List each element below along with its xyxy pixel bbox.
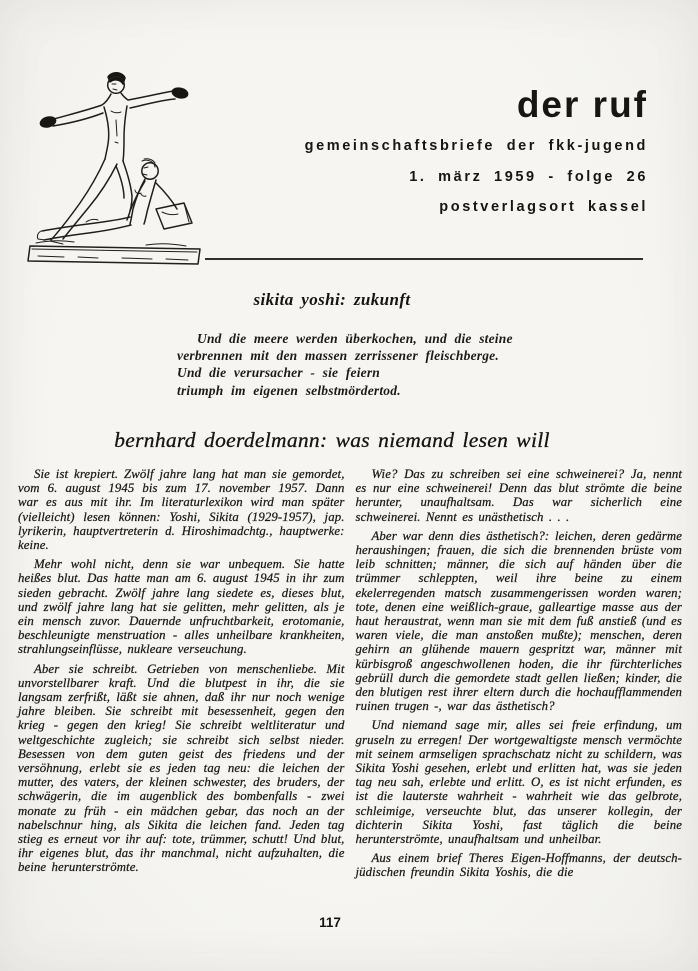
left-column — [18, 467, 345, 880]
poem — [177, 330, 513, 399]
masthead-subtitle: gemeinschaftsbriefe der fkk-jugend — [304, 138, 648, 154]
paragraph: Aber sie schreibt. Getrieben von menschenliebe. Mit unvorstellbarer kraft. Und die blutpest in ihr, die sie langsam zerfrißt, läßt sie ahnen, daß ihr nur noch wenige jahre bleiben. Sie schreibt mit besessenheit, gegen den krieg - gegen den krieg! Sie schreibt weltliteratur und weltgeschichte zugleich; sie schreibt sich selbst nieder. Besessen von dem guten geist des friedens und der versöhnung, erlebt sie es jeden tag neu: die leichen der mutter, des vaters, der kleinen schwester, des bruders, der schwägerin, die im augenblick des bombenfalls - zwei monate zu früh - ein mädchen gebar, das noch an der nabelschnur hing, als Sikita die leichen fand. Jeden tag stieg es erneut vor ihr auf: tote, trümmer, schutt! Und blut, ihr eigenes blut, das ihr manchmal, nicht aufzuhalten, die beine herunterströmte. — [18, 661, 345, 875]
paragraph: Mehr wohl nicht, denn sie war unbequem. Sie hatte heißes blut. Das hatte man am 6. august 1945 in ihr zum sieden gebracht. Zwölf jahre lang siedete es, dieses blut, und zwölf jahre lang hat sie gelitten, mehr gelitten, als je ein mensch zuvor. Dauernde unfruchtbarkeit, erotomanie, beschleunigte menstruation - alles unheilbare krankheiten, strahlungseinflüsse, nukleare verseuchung. — [18, 557, 345, 657]
poem-line: Und die verursacher - sie feiern — [177, 365, 381, 381]
article-body — [18, 467, 682, 880]
masthead — [305, 86, 648, 215]
paragraph: Aus einem brief Theres Eigen-Hoffmanns, der deutsch-jüdischen freundin Sikita Yoshis, die die — [355, 851, 682, 880]
article-heading: bernhard doerdelmann: was niemand lesen will — [114, 428, 550, 452]
poem-heading: sikita yoshi: zukunft — [253, 290, 411, 309]
poem-line: triumph im eigenen selbstmördertod. — [177, 382, 401, 398]
statue-illustration-icon — [26, 62, 211, 272]
poem-line: Und die meere werden überkochen, und die steine — [197, 331, 513, 346]
paragraph: Aber war denn dies ästhetisch?: leichen, deren gedärme heraushingen; frauen, die sich die brennenden brüste vom leib schnitten; männer, die sich auf händen über die trümmer schleppten, weil ihre beine zu einem ekelerregenden matsch zusammengerissen worden waren; tote, denen eine weißlich-graue, galleartige masse aus der haut heraustrat, wenn man sie mit dem fuß anstieß (und es waren viele, die man anstoßen mußte); menschen, deren gehirn an glühende mauern gespritzt war, männer mit kürbisgroß angeschwollenen hoden, die ihr fürchterliches gebrüll durch die gemordete stadt gellen ließen; kinder, die den blutigen rest ihrer eltern durch die hochaufflammenden ruinen trugen -, war das ästhetisch? — [355, 528, 682, 714]
masthead-divider-rule — [205, 258, 643, 260]
page-number: 117 — [319, 915, 341, 930]
paragraph: Und niemand sage mir, alles sei freie erfindung, um gruseln zu erregen! Der wortgewaltigste mensch vermöchte mit seinem armseligen sprachschatz nicht zu schildern, was Sikita Yoshi gesehen, erlebt und erlitten hat, was sie jeden tag neu sah, erlebte und erlitt. O, es ist nicht erfunden, es ist die lauterste wahrheit - wahrheit wie das gelbrote, schleimige, verseuchte blut, das unserer kollegin, der dichterin Sikita Yoshi, fast täglich die beine herunterströmte, unaufhaltsam und unheilbar. — [355, 718, 682, 847]
magazine-title: der ruf — [516, 84, 648, 125]
right-column — [356, 467, 683, 880]
masthead-postmark: postverlagsort kassel — [439, 199, 648, 215]
paragraph: Wie? Das zu schreiben sei eine schweinerei? Ja, nennt es nur eine schweinerei! Denn das blut strömte die beine herunter, unaufhaltsam. Das war sicherlich eine schweinerei. Nennt es unästhetisch . . . — [355, 467, 682, 524]
paragraph: Sie ist krepiert. Zwölf jahre lang hat man sie gemordet, vom 6. august 1945 bis zum 17. november 1957. Dann war es aus mit ihr. Im literaturlexikon wird man später (vielleicht) lesen können: Yoshi, Sikita (1929-1957), jap. lyrikerin, hauptvertreterin d. Hiroshimadchtg., hauptwerke: keine. — [18, 467, 345, 553]
poem-line: verbrennen mit den massen zerrissener fleischberge. — [177, 348, 499, 364]
masthead-issue-date: 1. märz 1959 - folge 26 — [409, 168, 648, 185]
